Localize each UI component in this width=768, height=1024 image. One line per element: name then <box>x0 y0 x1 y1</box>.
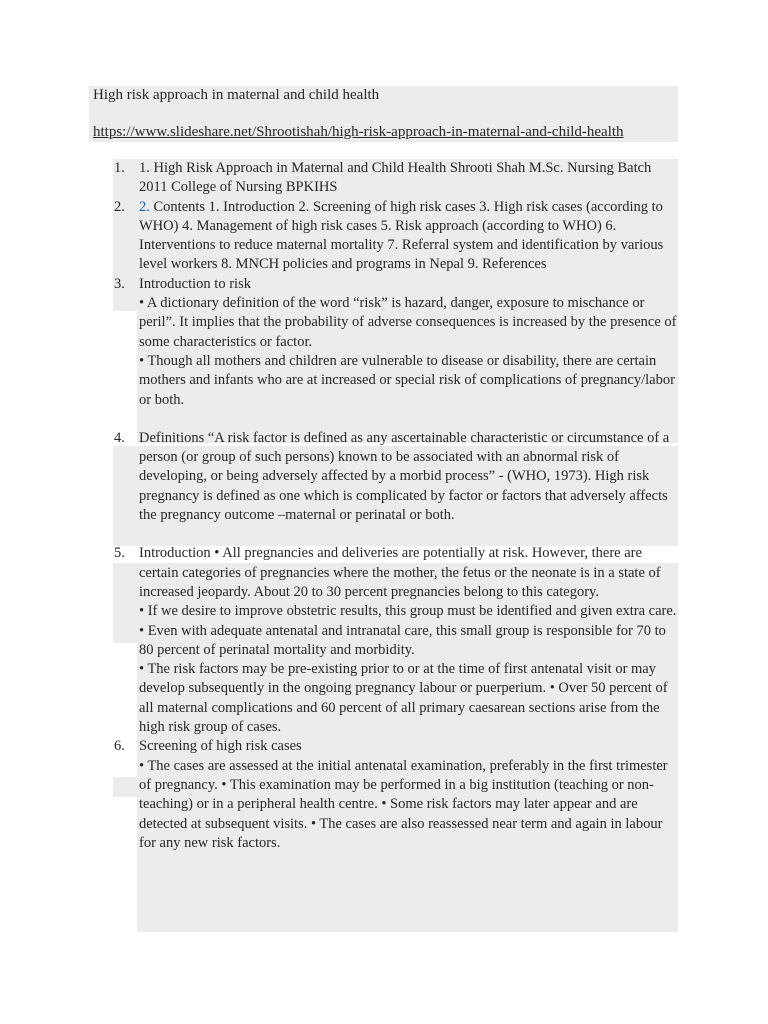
spacer <box>0 410 768 429</box>
bullet-paragraph: • A dictionary definition of the word “risk” is hazard, danger, exposure to mischance or peril”. It implies that the probability of adverse consequences is increased by the presence of some characteristics or factor. <box>139 295 677 350</box>
item-number: 3. <box>114 275 125 292</box>
source-link[interactable]: https://www.slideshare.net/Shrootishah/high-risk-approach-in-maternal-and-child-health <box>93 124 624 140</box>
item-number: 5. <box>114 545 125 562</box>
item-text: 1. High Risk Approach in Maternal and Child Health Shrooti Shah M.Sc. Nursing Batch 2011 College of Nursing BPKIHS <box>139 160 652 196</box>
bullet-paragraph: • The cases are assessed at the initial antenatal examination, preferably in the first trimester of pregnancy. • This examination may be performed in a big institution (teaching or non-teaching) or in a peripheral health centre. • Some risk factors may later appear and are detected at subsequent visits. • The cases are also reassessed near term and again in labour for any new risk factors. <box>139 757 668 851</box>
item-text: Definitions “A risk factor is defined as any ascertainable characteristic or circumstance of a person (or group of such persons) known to be associated with an abnormal risk of developing, or being adversely affected by a morbid process” - (WHO, 1973). High risk pregnancy is defined as one which is complicated by factor or factors that adversely affects the pregnancy outcome –maternal or perinatal or both. <box>139 429 670 524</box>
item-text: Introduction • All pregnancies and deliveries are potentially at risk. However, there are certain categories of pregnancies where the mother, the fetus or the neonate is in a state of increased jeopardy. About 20 to 30 percent pregnancies belong to this category. <box>139 545 661 600</box>
item-number: 6. <box>114 738 125 755</box>
list-item <box>0 737 677 853</box>
list-item <box>0 275 677 410</box>
bullet-paragraph: • If we desire to improve obstetric results, this group must be identified and given extra care. • Even with adequate antenatal and intranatal care, this small group is responsible for 70 to 80 percent of perinatal mortality and morbidity. <box>139 603 677 658</box>
item-text <box>139 198 677 275</box>
item-number: 2. <box>114 198 125 215</box>
item-number: 1. <box>114 160 125 176</box>
item-text-body: Contents 1. Introduction 2. Screening of high risk cases 3. High risk cases (according to WHO) 4. Management of high risk cases 5. Risk approach (according to WHO) 6. Interventions to reduce maternal mortality 7. Referral system and identification by various level workers 8. MNCH policies and programs in Nepal 9. References <box>139 198 664 273</box>
document-title: High risk approach in maternal and child health <box>93 87 380 103</box>
bullet-paragraph: • Though all mothers and children are vulnerable to disease or disability, there are certain mothers and infants who are at increased or special risk of complications of pregnancy/labor or both. <box>139 352 675 408</box>
list-item <box>0 159 677 198</box>
list-item <box>0 544 677 737</box>
item-heading: Introduction to risk <box>139 275 251 292</box>
item-number: 4. <box>114 429 125 446</box>
list-item <box>0 429 677 525</box>
item-heading: Screening of high risk cases <box>139 738 302 755</box>
list-item <box>0 198 677 275</box>
numbered-list <box>0 159 768 853</box>
spacer <box>0 525 768 544</box>
bullet-paragraph: • The risk factors may be pre-existing prior to or at the time of first antenatal visit or may develop subsequently in the ongoing pregnancy labour or puerperium. • Over 50 percent of all maternal complications and 60 percent of all primary caesarean sections arise from the high risk group of cases. <box>139 661 668 736</box>
item-link[interactable]: 2. <box>139 198 150 215</box>
